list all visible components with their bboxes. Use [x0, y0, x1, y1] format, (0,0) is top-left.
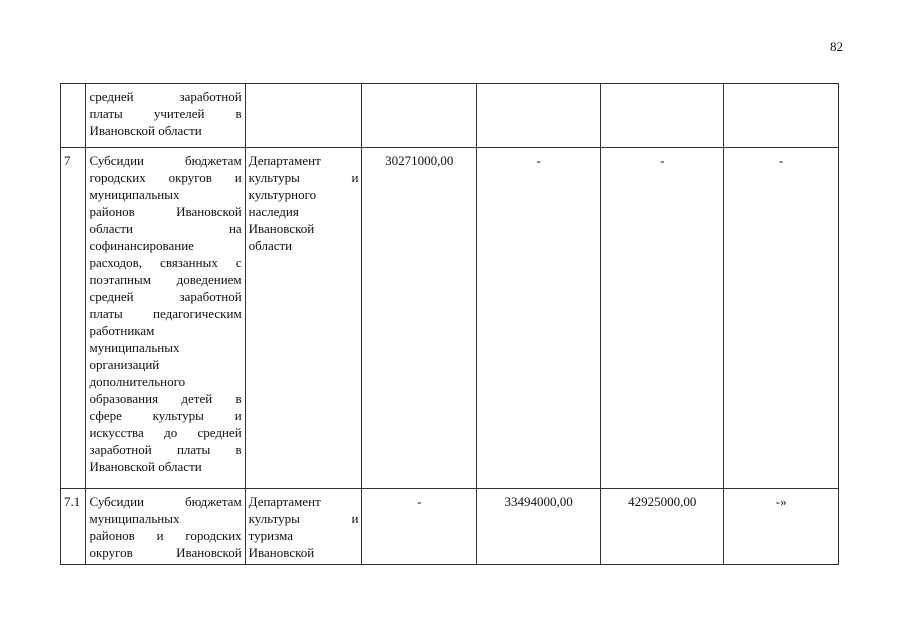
department-line: Департамент	[248, 153, 321, 168]
description-line: районов Ивановской	[89, 204, 242, 219]
description-line: средней заработной	[89, 289, 242, 304]
row-department	[245, 84, 362, 148]
department-line: Ивановской	[248, 545, 315, 560]
description-line: области на	[89, 221, 242, 236]
row-value-2: 33494000,00	[477, 489, 601, 565]
department-line: культуры и	[248, 170, 359, 185]
page-number: 82	[830, 39, 843, 54]
description-line: заработной платы в	[89, 442, 242, 457]
row-description	[86, 148, 245, 489]
description-line: расходов, связанных с	[89, 255, 242, 270]
department-line: культуры и	[248, 511, 359, 526]
department-line: наследия	[248, 204, 299, 219]
row-number	[61, 84, 86, 148]
row-description	[86, 84, 245, 148]
description-line: поэтапным доведением	[89, 272, 242, 287]
description-line: софинансирование	[89, 238, 194, 253]
description-line: искусства до средней	[89, 425, 242, 440]
description-line: Субсидии бюджетам	[89, 153, 242, 168]
description-line: городских округов и	[89, 170, 242, 185]
department-line: области	[248, 238, 293, 253]
row-value-1: -	[362, 489, 477, 565]
description-line: дополнительного	[89, 374, 186, 389]
description-line: платы учителей в	[89, 106, 242, 121]
row-value-3: -	[601, 148, 724, 489]
table-row	[61, 148, 839, 489]
row-value-4: -	[724, 148, 839, 489]
row-department	[245, 489, 362, 565]
row-description	[86, 489, 245, 565]
description-line: муниципальных	[89, 511, 180, 526]
description-line: организаций	[89, 357, 160, 372]
description-line: муниципальных	[89, 187, 180, 202]
department-line: культурного	[248, 187, 317, 202]
row-number: 7.1	[61, 489, 86, 565]
description-line: округов Ивановской	[89, 545, 242, 560]
row-value-1: 30271000,00	[362, 148, 477, 489]
department-line: туризма	[248, 528, 293, 543]
row-value-2	[477, 84, 601, 148]
row-value-2: -	[477, 148, 601, 489]
budget-table	[60, 83, 839, 565]
row-department	[245, 148, 362, 489]
table-row	[61, 84, 839, 148]
description-line: платы педагогическим	[89, 306, 242, 321]
row-value-4	[724, 84, 839, 148]
description-line: муниципальных	[89, 340, 180, 355]
description-line: Субсидии бюджетам	[89, 494, 242, 509]
description-line: Ивановской области	[89, 459, 202, 474]
row-value-3: 42925000,00	[601, 489, 724, 565]
row-number: 7	[61, 148, 86, 489]
table-row	[61, 489, 839, 565]
description-line: работникам	[89, 323, 155, 338]
department-line: Департамент	[248, 494, 321, 509]
row-value-4: -»	[724, 489, 839, 565]
description-line: средней заработной	[89, 89, 242, 104]
department-line: Ивановской	[248, 221, 315, 236]
description-line: образования детей в	[89, 391, 242, 406]
description-line: Ивановской области	[89, 123, 202, 138]
row-value-1	[362, 84, 477, 148]
row-value-3	[601, 84, 724, 148]
description-line: сфере культуры и	[89, 408, 242, 423]
description-line: районов и городских	[89, 528, 242, 543]
